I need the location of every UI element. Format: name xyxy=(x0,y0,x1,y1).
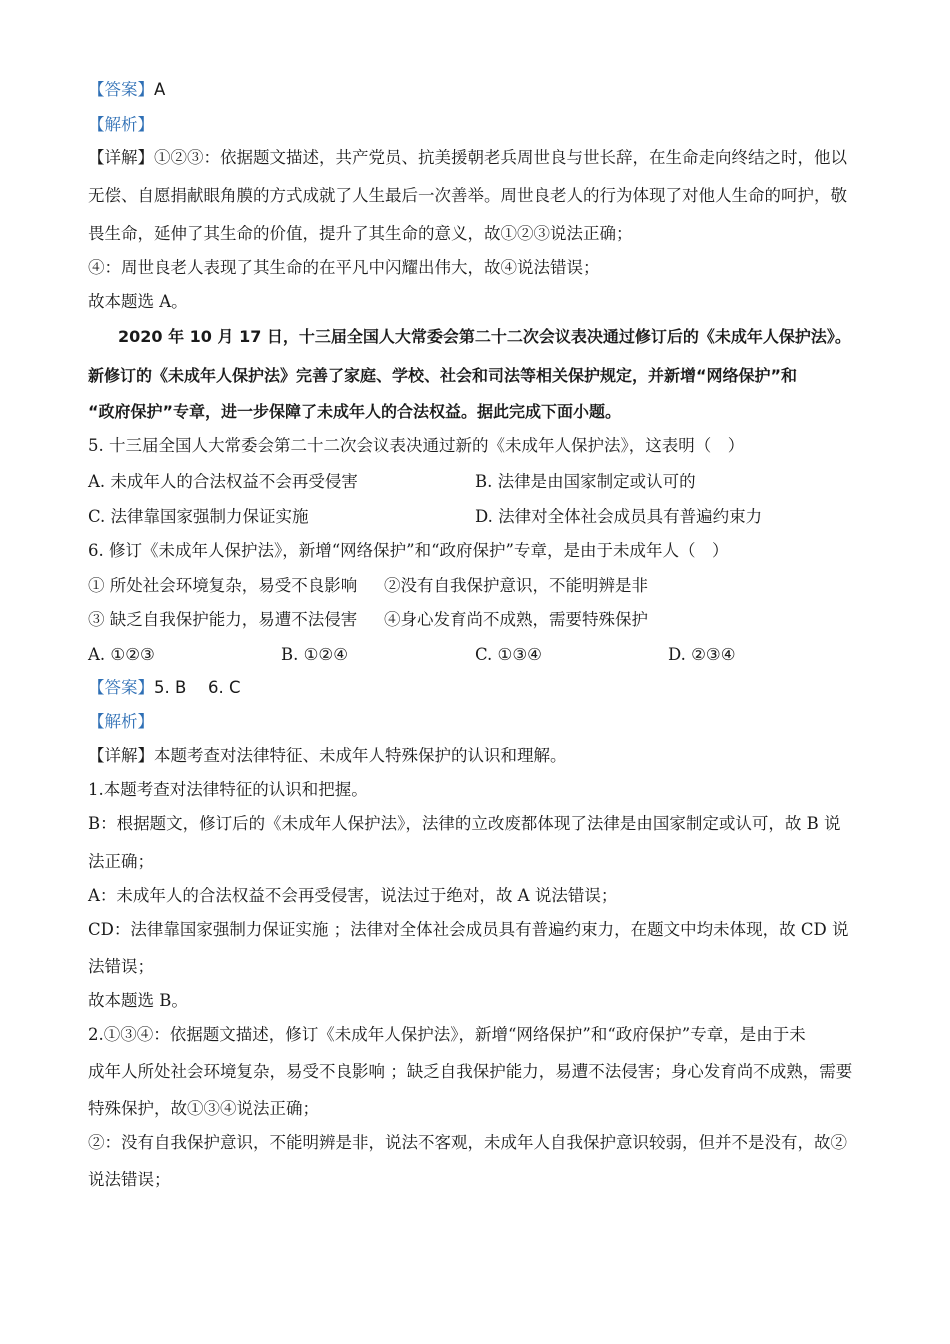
paragraph-line: 无偿、自愿捐献眼角膜的方式成就了人生最后一次善举。周世良老人的行为体现了对他人生命的呵护，敬 xyxy=(88,186,847,205)
answer-value: 5. B 6. C xyxy=(154,678,241,697)
answer-value: A xyxy=(154,80,166,99)
analysis-tag: 【解析】 xyxy=(88,712,154,731)
detail-text: 本题考查对法律特征、未成年人特殊保护的认识和理解。 xyxy=(154,746,567,765)
q6-option-d: D. ②③④ xyxy=(668,645,736,664)
material-line: “政府保护”专章，进一步保障了未成年人的合法权益。据此完成下面小题。 xyxy=(88,402,622,421)
answer-tag: 【答案】 xyxy=(88,80,154,99)
detail-tag: 【详解】 xyxy=(88,148,154,167)
q6-option-c: C. ①③④ xyxy=(475,645,542,664)
q5-option-c: C. 法律靠国家强制力保证实施 xyxy=(88,507,309,526)
q6-item-3: ③ 缺乏自我保护能力，易遭不法侵害 xyxy=(88,610,358,629)
detail-line-2 xyxy=(88,744,567,768)
analysis-tag: 【解析】 xyxy=(88,115,154,134)
q6-option-a: A. ①②③ xyxy=(88,645,155,664)
answer-tag: 【答案】 xyxy=(88,678,154,697)
paragraph-line: 特殊保护，故①③④说法正确； xyxy=(88,1099,319,1118)
paragraph-line: 成年人所处社会环境复杂，易受不良影响 ；缺乏自我保护能力，易遭不法侵害；身心发育尚不成熟，需要 xyxy=(88,1062,853,1081)
q6-option-b: B. ①②④ xyxy=(281,645,348,664)
paragraph-line: B：根据题文，修订后的《未成年人保护法》，法律的立改废都体现了法律是由国家制定或认可，故 B 说 xyxy=(88,814,841,833)
answer-line-2 xyxy=(88,676,241,700)
q6-item-4: ④身心发育尚不成熟，需要特殊保护 xyxy=(384,610,648,629)
paragraph-line: ②：没有自我保护意识，不能明辨是非，说法不客观，未成年人自我保护意识较弱，但并不是没有，故② xyxy=(88,1133,847,1152)
paragraph-line: 畏生命，延伸了其生命的价值，提升了其生命的意义，故①②③说法正确； xyxy=(88,224,633,243)
paragraph-line: 法错误； xyxy=(88,957,154,976)
material-line: 2020 年 10 月 17 日，十三届全国人大常委会第二十二次会议表决通过修订后的《未成年人保护法》。 xyxy=(118,327,851,346)
q6-item-2: ②没有自我保护意识，不能明辨是非 xyxy=(384,576,648,595)
question-5-stem: 5. 十三届全国人大常委会第二十二次会议表决通过新的《未成年人保护法》，这表明（ ） xyxy=(88,436,745,455)
paragraph-line: A：未成年人的合法权益不会再受侵害，说法过于绝对，故 A 说法错误； xyxy=(88,886,618,905)
q5-option-b: B. 法律是由国家制定或认可的 xyxy=(475,472,696,491)
detail-text: ①②③：依据题文描述，共产党员、抗美援朝老兵周世良与世长辞，在生命走向终结之时，他以 xyxy=(154,148,847,167)
analysis-tag-1 xyxy=(88,113,154,137)
q5-option-a: A. 未成年人的合法权益不会再受侵害 xyxy=(88,472,358,491)
analysis-tag-2 xyxy=(88,710,154,734)
material-line: 新修订的《未成年人保护法》完善了家庭、学校、社会和司法等相关保护规定，并新增“网络保护”和 xyxy=(88,366,798,385)
paragraph-line: 故本题选 B。 xyxy=(88,991,188,1010)
paragraph-line: 2.①③④：依据题文描述，修订《未成年人保护法》，新增“网络保护”和“政府保护”专章，是由于未 xyxy=(88,1025,806,1044)
paragraph-line: 故本题选 A。 xyxy=(88,292,188,311)
detail-line-1 xyxy=(88,146,847,170)
answer-line-1 xyxy=(88,78,165,102)
paragraph-line: 1.本题考查对法律特征的认识和把握。 xyxy=(88,780,368,799)
detail-tag: 【详解】 xyxy=(88,746,154,765)
question-6-stem: 6. 修订《未成年人保护法》，新增“网络保护”和“政府保护”专章，是由于未成年人（ ） xyxy=(88,541,729,560)
paragraph-line: CD：法律靠国家强制力保证实施 ；法律对全体社会成员具有普遍约束力，在题文中均未体现，故 CD 说 xyxy=(88,920,849,939)
paragraph-line: 法正确； xyxy=(88,852,154,871)
q6-item-1: ① 所处社会环境复杂，易受不良影响 xyxy=(88,576,358,595)
paragraph-line: 说法错误； xyxy=(88,1170,171,1189)
paragraph-line: ④：周世良老人表现了其生命的在平凡中闪耀出伟大，故④说法错误； xyxy=(88,258,600,277)
q5-option-d: D. 法律对全体社会成员具有普遍约束力 xyxy=(475,507,763,526)
